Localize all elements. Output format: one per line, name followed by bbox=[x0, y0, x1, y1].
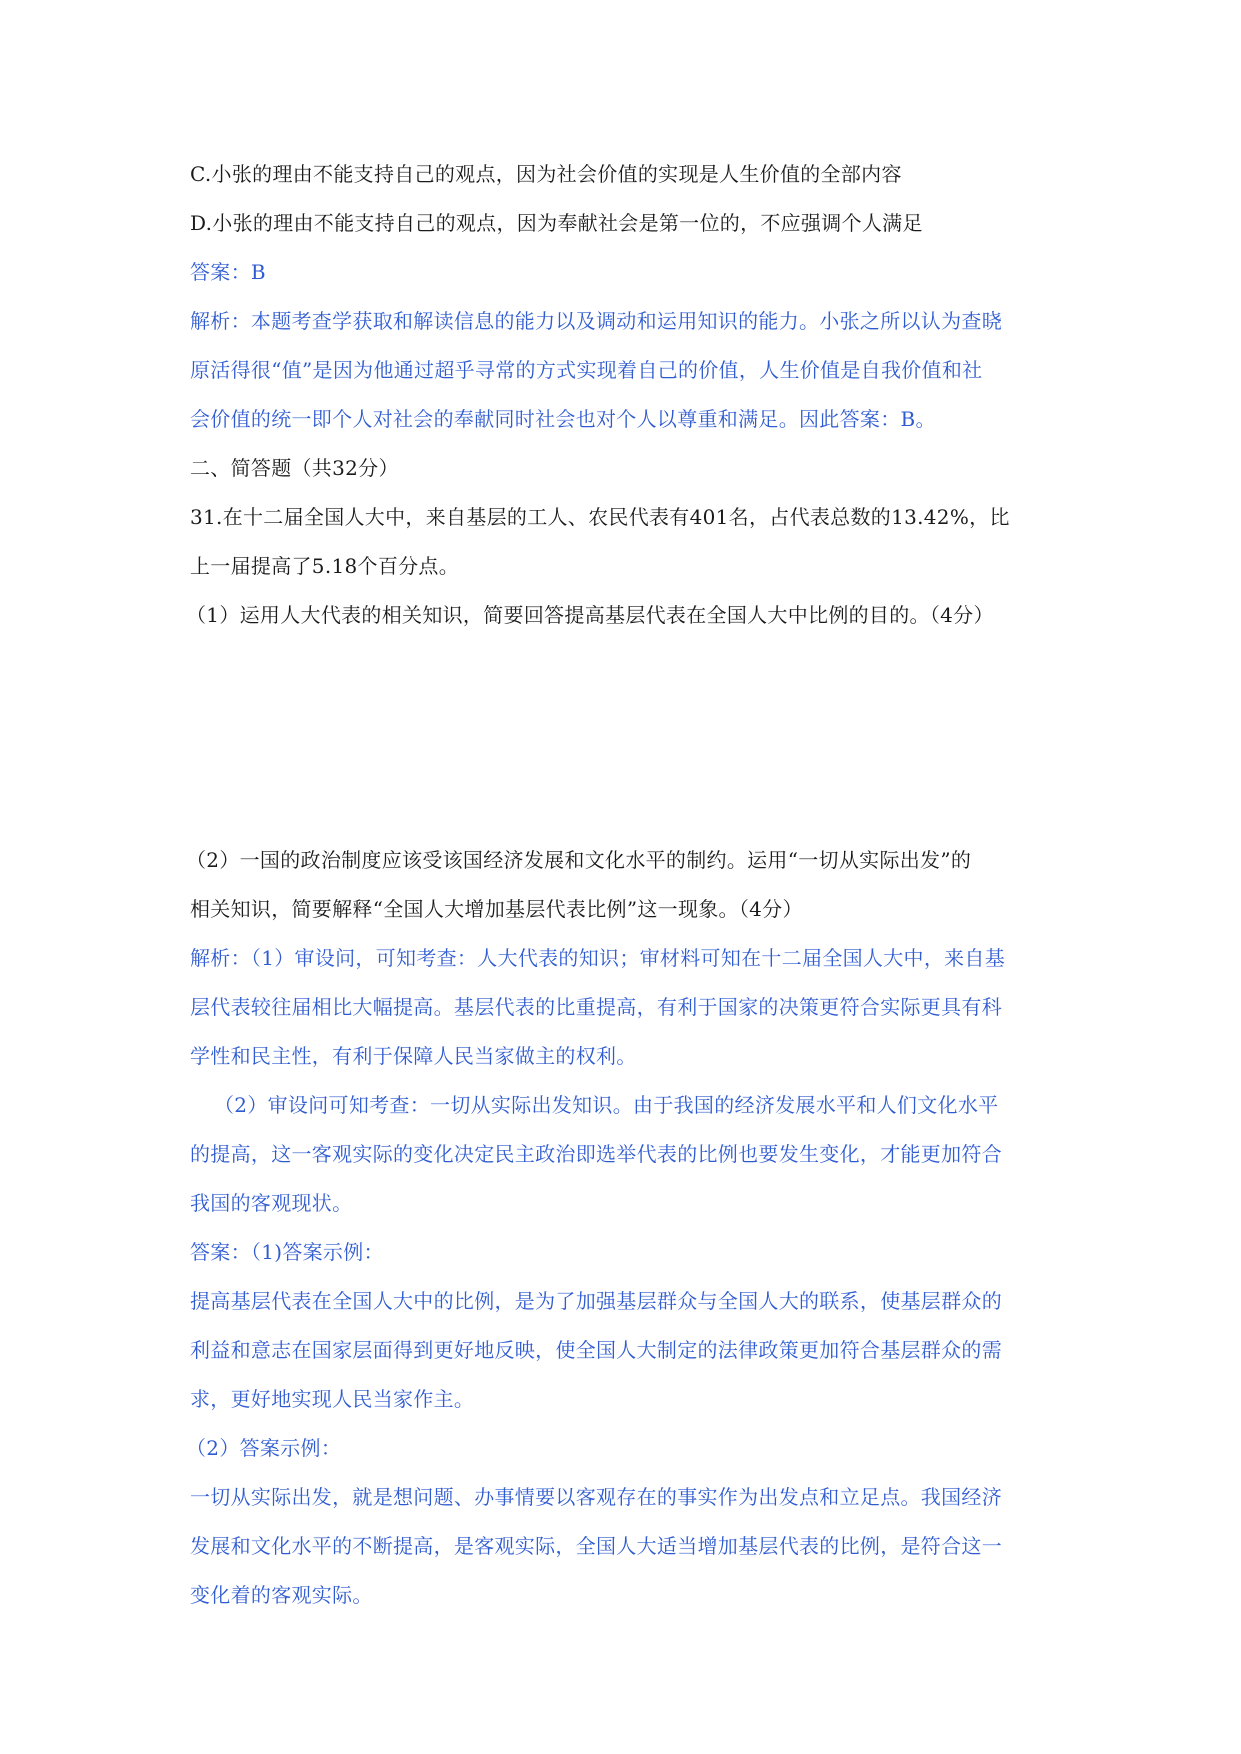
q31-analysis-1-line: 层代表较往届相比大幅提高。基层代表的比重提高，有利于国家的决策更符合实际更具有科 bbox=[190, 995, 1002, 1019]
q30-analysis-line: 会价值的统一即个人对社会的奉献同时社会也对个人以尊重和满足。因此答案：B。 bbox=[190, 407, 936, 431]
q31-answer-2-label: （2）答案示例： bbox=[186, 1436, 342, 1460]
q31-answer-2-line: 一切从实际出发，就是想问题、办事情要以客观存在的事实作为出发点和立足点。我国经济 bbox=[190, 1485, 1002, 1509]
q31-stem-line: 31.在十二届全国人大中，来自基层的工人、农民代表有401名，占代表总数的13.42%，比 bbox=[190, 505, 1010, 529]
option-c: C.小张的理由不能支持自己的观点，因为社会价值的实现是人生价值的全部内容 bbox=[190, 162, 902, 186]
q31-stem-line: 上一届提高了5.18个百分点。 bbox=[190, 554, 460, 578]
q31-answer-1-line: 利益和意志在国家层面得到更好地反映，使全国人大制定的法律政策更加符合基层群众的需 bbox=[190, 1338, 1002, 1362]
q31-answer-2-line: 变化着的客观实际。 bbox=[190, 1583, 373, 1607]
q31-sub-question-2-line: 相关知识，简要解释“全国人大增加基层代表比例”这一现象。（4分） bbox=[190, 897, 803, 921]
q31-answer-label: 答案：（1)答案示例： bbox=[190, 1240, 384, 1264]
q30-analysis-line: 原活得很“值”是因为他通过超乎寻常的方式实现着自己的价值，人生价值是自我价值和社 bbox=[190, 358, 983, 382]
q31-analysis-1-line: 学性和民主性，有利于保障人民当家做主的权利。 bbox=[190, 1044, 637, 1068]
q31-analysis-2-line: 我国的客观现状。 bbox=[190, 1191, 353, 1215]
q31-answer-1-line: 求，更好地实现人民当家作主。 bbox=[190, 1387, 475, 1411]
q31-analysis-2-line: （2）审设问可知考查：一切从实际出发知识。由于我国的经济发展水平和人们文化水平 bbox=[214, 1093, 999, 1117]
q31-analysis-1-line: 解析：（1）审设问，可知考查：人大代表的知识；审材料可知在十二届全国人大中，来自基 bbox=[190, 946, 1006, 970]
option-d: D.小张的理由不能支持自己的观点，因为奉献社会是第一位的，不应强调个人满足 bbox=[190, 211, 923, 235]
q31-sub-question-1: （1）运用人大代表的相关知识，简要回答提高基层代表在全国人大中比例的目的。（4分） bbox=[186, 603, 994, 627]
q31-answer-2-line: 发展和文化水平的不断提高，是客观实际，全国人大适当增加基层代表的比例，是符合这一 bbox=[190, 1534, 1002, 1558]
q31-analysis-2-line: 的提高，这一客观实际的变化决定民主政治即选举代表的比例也要发生变化，才能更加符合 bbox=[190, 1142, 1002, 1166]
q30-analysis-line: 解析：本题考查学获取和解读信息的能力以及调动和运用知识的能力。小张之所以认为查晓 bbox=[190, 309, 1002, 333]
q30-answer: 答案：B bbox=[190, 260, 266, 284]
q31-answer-1-line: 提高基层代表在全国人大中的比例，是为了加强基层群众与全国人大的联系，使基层群众的 bbox=[190, 1289, 1002, 1313]
q31-sub-question-2-line: （2）一国的政治制度应该受该国经济发展和文化水平的制约。运用“一切从实际出发”的 bbox=[186, 848, 972, 872]
section-heading: 二、简答题（共32分） bbox=[190, 456, 399, 480]
